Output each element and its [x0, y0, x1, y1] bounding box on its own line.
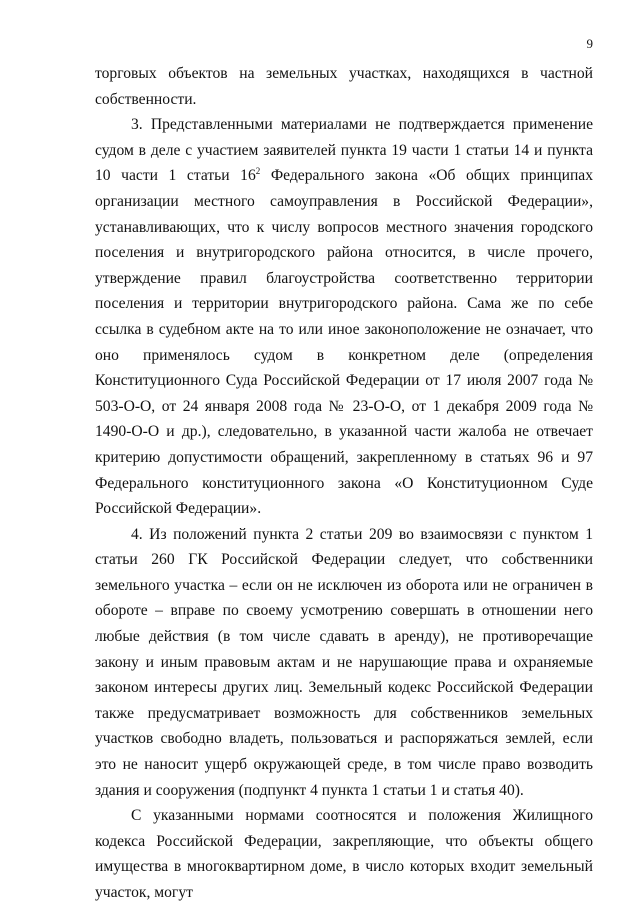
paragraph-item-4: 4. Из положений пункта 2 статьи 209 во взаимосвязи с пунктом 1 статьи 260 ГК Российской Федерации следует, что собственники земельного участка – если он не исключен из оборота или не ограничен в обороте – вправе по своему усмотрению совершать в отношении него любые действия (в том числе сдавать в аренду), не противоречащие закону и иным правовым актам и не нарушающие права и охраняемые законом интересы других лиц. Земельный кодекс Российской Федерации также предусматривает возможность для собственников земельных участков свободно владеть, пользоваться и распоряжаться землей, если это не наносит ущерб окружающей среде, в том числе право возводить здания и сооружения (подпункт 4 пункта 1 статьи 1 и статья 40). — [95, 525, 593, 799]
paragraph-continuation: торговых объектов на земельных участках, находящихся в частной собственности. — [95, 65, 593, 108]
document-body — [95, 61, 593, 906]
paragraph-item-3 — [95, 112, 593, 522]
paragraph-housing-code: С указанными нормами соотносятся и положения Жилищного кодекса Российской Федерации, закрепляющие, что объекты общего имущества в многоквартирном доме, в число которых входит земельный участок, могут — [95, 807, 593, 901]
page-number: 9 — [586, 36, 593, 51]
paragraph-item-3-superscript: 2 — [255, 166, 261, 177]
paragraph-item-3-text: 3. Представленными материалами не подтверждается применение судом в деле с участием заявителей пункта 19 части 1 статьи 14 и пункта 10 части 1 статьи 16 — [95, 116, 593, 185]
paragraph-item-3-text-continued: Федерального закона «Об общих принципах организации местного самоуправления в Российской Федерации», устанавливающих, что к числу вопросов местного значения городского поселения и внутригородского района относится, в числе прочего, утверждение правил благоустройства соответственно территории поселения и территории внутригородского района. Сама же по себе ссылка в судебном акте на то или иное законоположение не означает, что оно применялось судом в конкретном деле (определения Конституционного Суда Российской Федерации от 17 июля 2007 года № 503-О-О, от 24 января 2008 года № 23-О-О, от 1 декабря 2009 года № 1490-О-О и др.), следовательно, в указанной части жалоба не отвечает критерию допустимости обращений, закрепленному в статьях 96 и 97 Федерального конституционного закона «О Конституционном Суде Российской Федерации». — [95, 167, 594, 518]
